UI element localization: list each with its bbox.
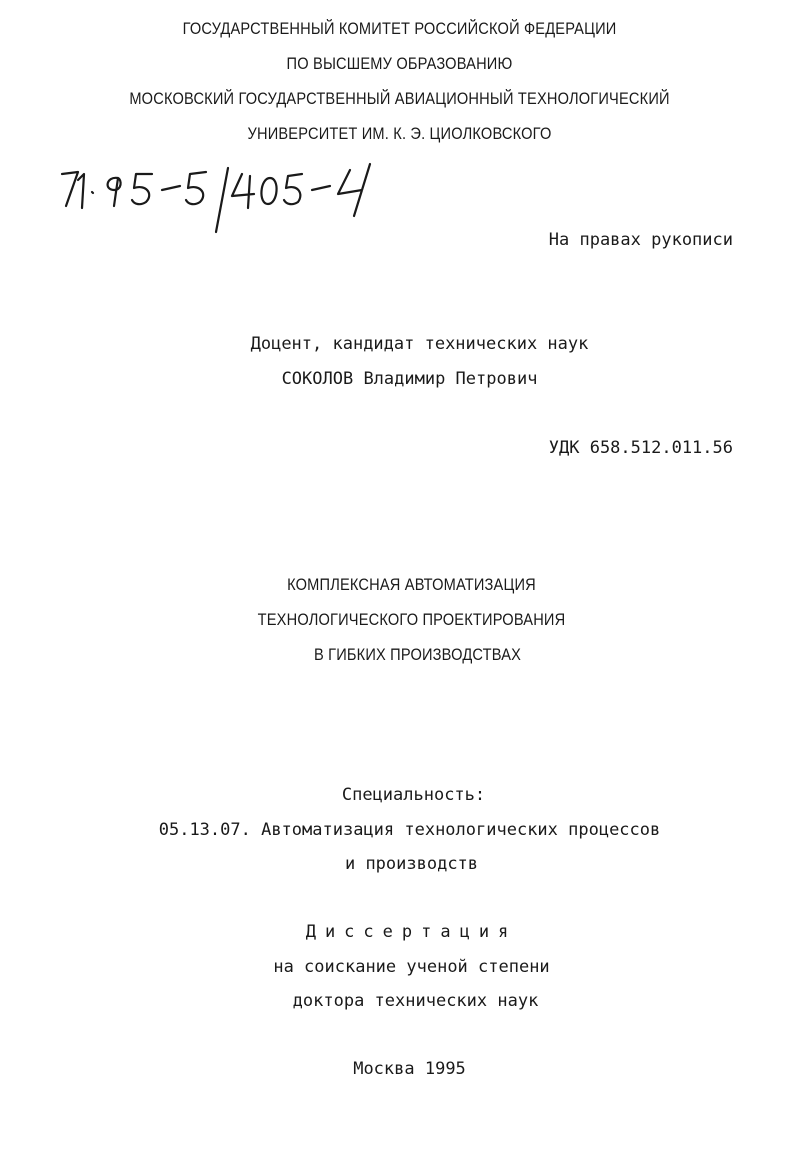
header-line-1: ГОСУДАРСТВЕННЫЙ КОМИТЕТ РОССИЙСКОЙ ФЕДЕРАЦИИ [182, 19, 617, 38]
author-name: СОКОЛОВ Владимир Петрович [281, 369, 538, 389]
header-line-2: ПО ВЫСШЕМУ ОБРАЗОВАНИЮ [286, 54, 513, 73]
degree-line-1: Диссертация [305, 922, 518, 942]
specialty-line-1: 05.13.07. Автоматизация технологических процессов [158, 820, 661, 840]
thesis-title-line-2: ТЕХНОЛОГИЧЕСКОГО ПРОЕКТИРОВАНИЯ [257, 610, 566, 629]
author-title: Доцент, кандидат технических наук [250, 334, 589, 354]
header-line-4: УНИВЕРСИТЕТ ИМ. К. Э. ЦИОЛКОВСКОГО [247, 124, 552, 143]
manuscript-note: На правах рукописи [548, 230, 733, 250]
specialty-label: Специальность: [341, 785, 486, 805]
degree-line-2: на соискание ученой степени [273, 957, 550, 977]
specialty-line-2: и производств [344, 854, 479, 874]
place-year: Москва 1995 [353, 1059, 466, 1079]
thesis-title-line-3: В ГИБКИХ ПРОИЗВОДСТВАХ [313, 645, 522, 664]
handwritten-number [56, 160, 386, 240]
degree-line-3: доктора технических наук [292, 991, 539, 1011]
header-line-3: МОСКОВСКИЙ ГОСУДАРСТВЕННЫЙ АВИАЦИОННЫЙ ТЕХНОЛОГИЧЕСКИЙ [129, 89, 670, 108]
udk-code: УДК 658.512.011.56 [548, 438, 733, 458]
thesis-title-line-1: КОМПЛЕКСНАЯ АВТОМАТИЗАЦИЯ [287, 575, 536, 594]
